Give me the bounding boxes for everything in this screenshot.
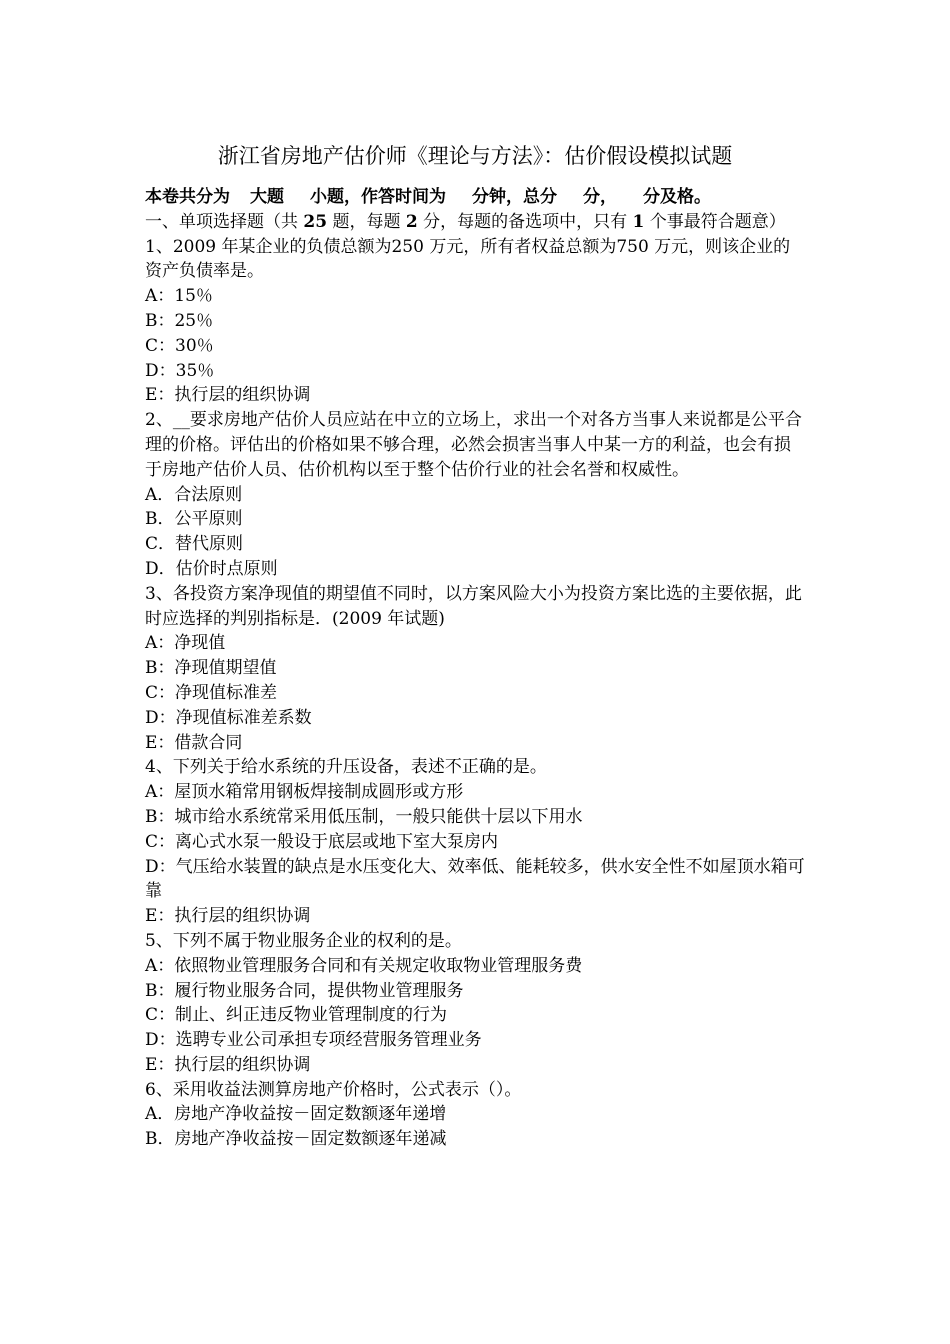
option-b: B．公平原则 [145, 509, 243, 530]
option-e: E：借款合同 [145, 732, 243, 753]
section-number: 1 [632, 211, 645, 232]
option-c: C：30％ [145, 335, 214, 356]
question-1 [145, 235, 807, 409]
question-5 [145, 929, 807, 1078]
option-d: D：选聘专业公司承担专项经营服务管理业务 [145, 1030, 482, 1051]
document-title: 浙江省房地产估价师《理论与方法》：估价假设模拟试题 [217, 144, 733, 168]
intro-text: 分及格。 [643, 187, 711, 207]
intro-text: 分钟，总分 [472, 187, 557, 207]
section-text: 一、单项选择题（共 [145, 211, 304, 232]
section-text: 分，每题的备选项中，只有 [417, 211, 633, 232]
question-6 [145, 1078, 807, 1152]
question-3 [145, 582, 807, 756]
option-e: E：执行层的组织协调 [145, 385, 311, 406]
option-d: D：气压给水装置的缺点是水压变化大、效率低、能耗较多，供水安全性不如屋顶水箱可靠 [145, 856, 805, 902]
section-text: 题，每题 [327, 211, 406, 232]
option-b: B：25％ [145, 310, 214, 331]
option-a: A．房地产净收益按－固定数额逐年递增 [145, 1104, 447, 1125]
option-e: E：执行层的组织协调 [145, 906, 311, 927]
intro-text: 小题，作答时间为 [310, 187, 446, 207]
question-4 [145, 755, 807, 929]
option-d: D：净现值标准差系数 [145, 707, 312, 728]
document-body [145, 185, 807, 1152]
option-c: C．替代原则 [145, 534, 244, 555]
question-stem: 1、2009 年某企业的负债总额为250 万元，所有者权益总额为750 万元，则该企业的资产负债率是。 [145, 236, 791, 282]
option-b: B：城市给水系统常采用低压制，一般只能供十层以下用水 [145, 806, 583, 827]
section-heading [145, 210, 807, 235]
section-text: 个事最符合题意） [644, 211, 786, 232]
option-a: A：净现值 [145, 633, 226, 654]
option-c: C：制止、纠正违反物业管理制度的行为 [145, 1005, 448, 1026]
option-a: A：15％ [145, 286, 213, 307]
option-d: D：35％ [145, 360, 215, 381]
option-c: C：净现值标准差 [145, 682, 278, 703]
question-stem: 2、__要求房地产估价人员应站在中立的立场上，求出一个对各方当事人来说都是公平合理的价格。评估出的价格如果不够合理，必然会损害当事人中某一方的利益，也会有损于房地产估价人员、估价机构以至于整个估价行业的社会名誉和权威性。 [145, 410, 802, 480]
intro-text: 本卷共分为 [145, 187, 230, 207]
option-a: A．合法原则 [145, 484, 243, 505]
question-stem: 4、下列关于给水系统的升压设备，表述不正确的是。 [145, 757, 547, 778]
option-c: C：离心式水泵一般设于底层或地下室大泵房内 [145, 831, 499, 852]
exam-intro [145, 185, 807, 210]
question-stem: 5、下列不属于物业服务企业的权利的是。 [145, 930, 462, 951]
option-b: B：履行物业服务合同，提供物业管理服务 [145, 980, 464, 1001]
option-b: B：净现值期望值 [145, 658, 277, 679]
option-a: A：依照物业管理服务合同和有关规定收取物业管理服务费 [145, 955, 583, 976]
section-number: 25 [303, 211, 328, 232]
option-d: D．估价时点原则 [145, 558, 278, 579]
option-e: E：执行层的组织协调 [145, 1054, 311, 1075]
question-stem: 3、各投资方案净现值的期望值不同时，以方案风险大小为投资方案比选的主要依据，此时应选择的判别指标是．(2009 年试题) [145, 583, 802, 629]
option-b: B．房地产净收益按－固定数额逐年递减 [145, 1129, 447, 1150]
question-2 [145, 408, 807, 582]
question-stem: 6、采用收益法测算房地产价格时，公式表示（）。 [145, 1079, 522, 1100]
option-a: A：屋顶水箱常用钢板焊接制成圆形或方形 [145, 782, 464, 803]
intro-text: 分， [583, 187, 617, 207]
intro-text: 大题 [250, 187, 284, 207]
section-number: 2 [405, 211, 418, 232]
